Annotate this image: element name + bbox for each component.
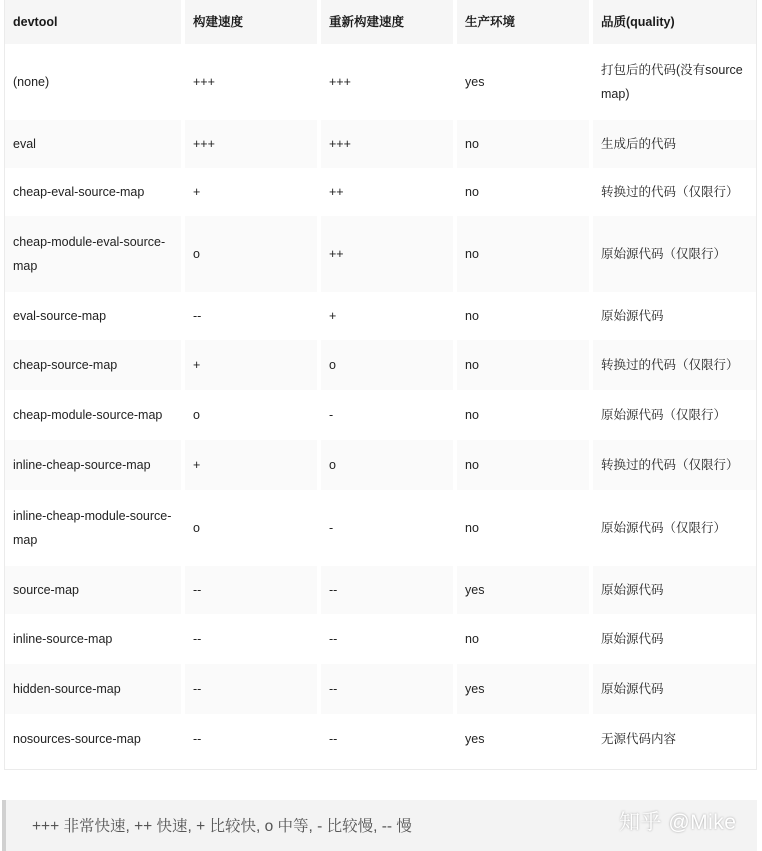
cell-rebuild-speed: +++ (321, 120, 457, 168)
cell-production: yes (457, 566, 593, 614)
devtool-comparison-table (5, 0, 756, 764)
cell-rebuild-speed: o (321, 340, 457, 390)
cell-quality: 打包后的代码(没有sourcemap) (601, 63, 743, 101)
cell-production: no (457, 390, 593, 440)
cell-rebuild-speed: -- (321, 614, 457, 664)
cell-devtool: (none) (5, 44, 185, 120)
cell-devtool: cheap-source-map (5, 340, 185, 390)
cell-build-speed: o (185, 490, 321, 566)
cell-build-speed: + (185, 440, 321, 490)
cell-build-speed: +++ (185, 44, 321, 120)
table-header-row (5, 0, 756, 44)
cell-production: yes (457, 714, 593, 764)
cell-devtool: inline-cheap-module-source-map (5, 490, 185, 566)
table-row (5, 390, 756, 440)
cell-quality: 无源代码内容 (601, 732, 677, 746)
cell-devtool: cheap-module-source-map (5, 390, 185, 440)
cell-production: no (457, 440, 593, 490)
table-row (5, 614, 756, 664)
cell-rebuild-speed: ++ (321, 168, 457, 216)
table-row (5, 120, 756, 168)
cell-production: no (457, 614, 593, 664)
cell-devtool: cheap-eval-source-map (5, 168, 185, 216)
cell-build-speed: o (185, 216, 321, 292)
cell-devtool: nosources-source-map (5, 714, 185, 764)
cell-quality: 原始源代码 (601, 309, 664, 323)
cell-build-speed: -- (185, 714, 321, 764)
cell-quality: 原始源代码（仅限行） (601, 521, 727, 535)
cell-build-speed: -- (185, 614, 321, 664)
cell-quality: 转换过的代码（仅限行） (593, 440, 756, 490)
cell-devtool: eval (5, 120, 185, 168)
cell-build-speed: -- (185, 664, 321, 714)
table-row (5, 490, 756, 566)
cell-quality: 原始源代码（仅限行） (601, 408, 727, 422)
table-row (5, 340, 756, 390)
table-row (5, 292, 756, 340)
cell-production: yes (457, 44, 593, 120)
cell-build-speed: +++ (185, 120, 321, 168)
header-build-speed: 构建速度 (185, 0, 321, 44)
cell-build-speed: + (185, 340, 321, 390)
cell-rebuild-speed: +++ (321, 44, 457, 120)
zhihu-watermark: 知乎 @Mike (619, 811, 737, 834)
header-quality: 品质(quality) (593, 0, 756, 44)
cell-rebuild-speed: o (321, 440, 457, 490)
cell-production: no (457, 216, 593, 292)
cell-build-speed: + (185, 168, 321, 216)
cell-quality: 原始源代码（仅限行） (593, 216, 756, 292)
header-devtool: devtool (5, 0, 185, 44)
table-row (5, 440, 756, 490)
cell-devtool: cheap-module-eval-source-map (5, 216, 185, 292)
cell-rebuild-speed: -- (321, 664, 457, 714)
header-rebuild-speed: 重新构建速度 (321, 0, 457, 44)
speed-legend-text: +++ 非常快速, ++ 快速, + 比较快, o 中等, - 比较慢, -- 慢 (32, 818, 412, 835)
table-row (5, 216, 756, 292)
cell-production: no (457, 340, 593, 390)
cell-production: no (457, 490, 593, 566)
cell-rebuild-speed: - (321, 490, 457, 566)
devtool-table-container (4, 0, 757, 770)
table-row (5, 168, 756, 216)
cell-build-speed: -- (185, 566, 321, 614)
table-row (5, 44, 756, 120)
cell-devtool: inline-source-map (5, 614, 185, 664)
cell-quality: 原始源代码 (601, 632, 664, 646)
cell-production: no (457, 168, 593, 216)
cell-devtool: inline-cheap-source-map (5, 440, 185, 490)
cell-quality: 原始源代码 (593, 664, 756, 714)
table-row (5, 664, 756, 714)
cell-quality: 转换过的代码（仅限行） (601, 185, 739, 199)
cell-devtool: source-map (5, 566, 185, 614)
cell-devtool: hidden-source-map (5, 664, 185, 714)
cell-quality: 生成后的代码 (593, 120, 756, 168)
cell-production: no (457, 292, 593, 340)
cell-rebuild-speed: + (321, 292, 457, 340)
cell-devtool: eval-source-map (5, 292, 185, 340)
cell-production: no (457, 120, 593, 168)
table-row (5, 714, 756, 764)
cell-rebuild-speed: - (321, 390, 457, 440)
cell-rebuild-speed: ++ (321, 216, 457, 292)
cell-quality: 转换过的代码（仅限行） (593, 340, 756, 390)
header-production: 生产环境 (457, 0, 593, 44)
table-row (5, 566, 756, 614)
cell-build-speed: -- (185, 292, 321, 340)
cell-quality: 原始源代码 (593, 566, 756, 614)
cell-build-speed: o (185, 390, 321, 440)
cell-production: yes (457, 664, 593, 714)
cell-rebuild-speed: -- (321, 566, 457, 614)
cell-rebuild-speed: -- (321, 714, 457, 764)
